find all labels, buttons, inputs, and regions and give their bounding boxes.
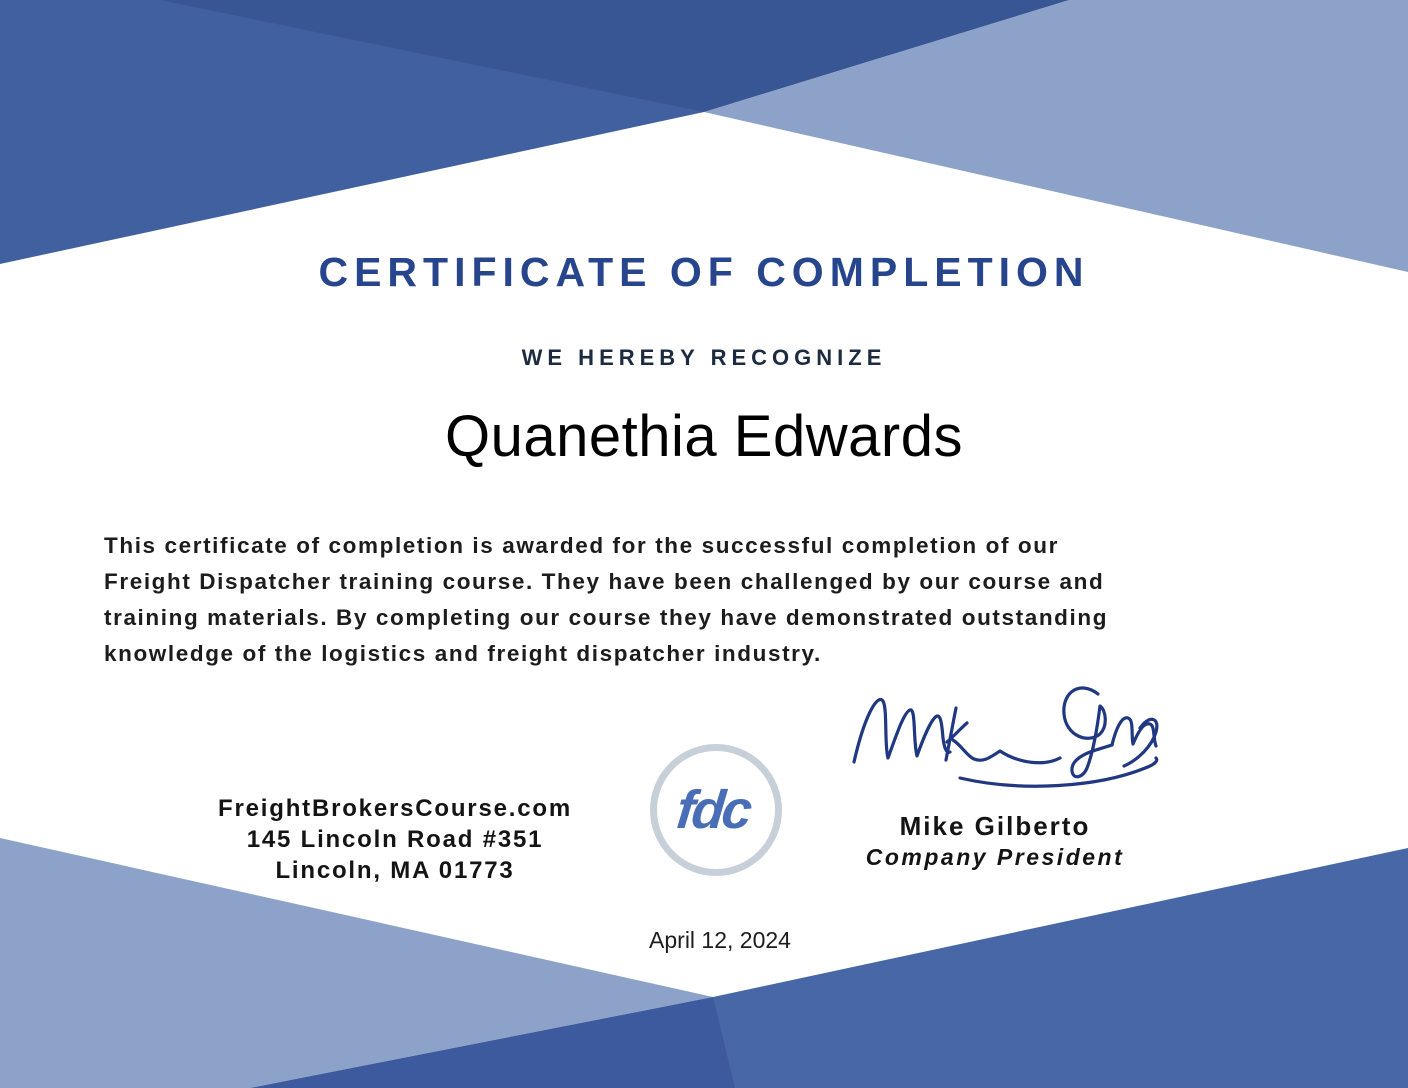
issuer-address-line2: Lincoln, MA 01773 [275,857,515,884]
body-line: This certificate of completion is awarded for the successful completion of our [104,533,1059,558]
issuer-website: FreightBrokersCourse.com [218,795,572,822]
certificate-subtitle: WE HEREBY RECOGNIZE [521,345,887,370]
body-line: training materials. By completing our course they have demonstrated outstanding [104,605,1109,630]
fdc-logo-text: fdc [673,780,753,840]
body-line: Freight Dispatcher training course. They have been challenged by our course and [104,569,1105,594]
body-line: knowledge of the logistics and freight dispatcher industry. [104,641,822,666]
recipient-name: Quanethia Edwards [445,404,963,469]
certificate-title: CERTIFICATE OF COMPLETION [318,249,1090,295]
issuer-address-block [115,793,675,886]
issuer-address-line1: 145 Lincoln Road #351 [246,826,544,853]
signature-image [840,666,1160,806]
certificate-date: April 12, 2024 [649,927,791,953]
signature-strokes [854,688,1157,786]
certificate-body [104,528,1108,672]
signer-title: Company President [865,844,1125,870]
fdc-logo [650,744,782,876]
signer-name: Mike Gilberto [899,811,1091,841]
